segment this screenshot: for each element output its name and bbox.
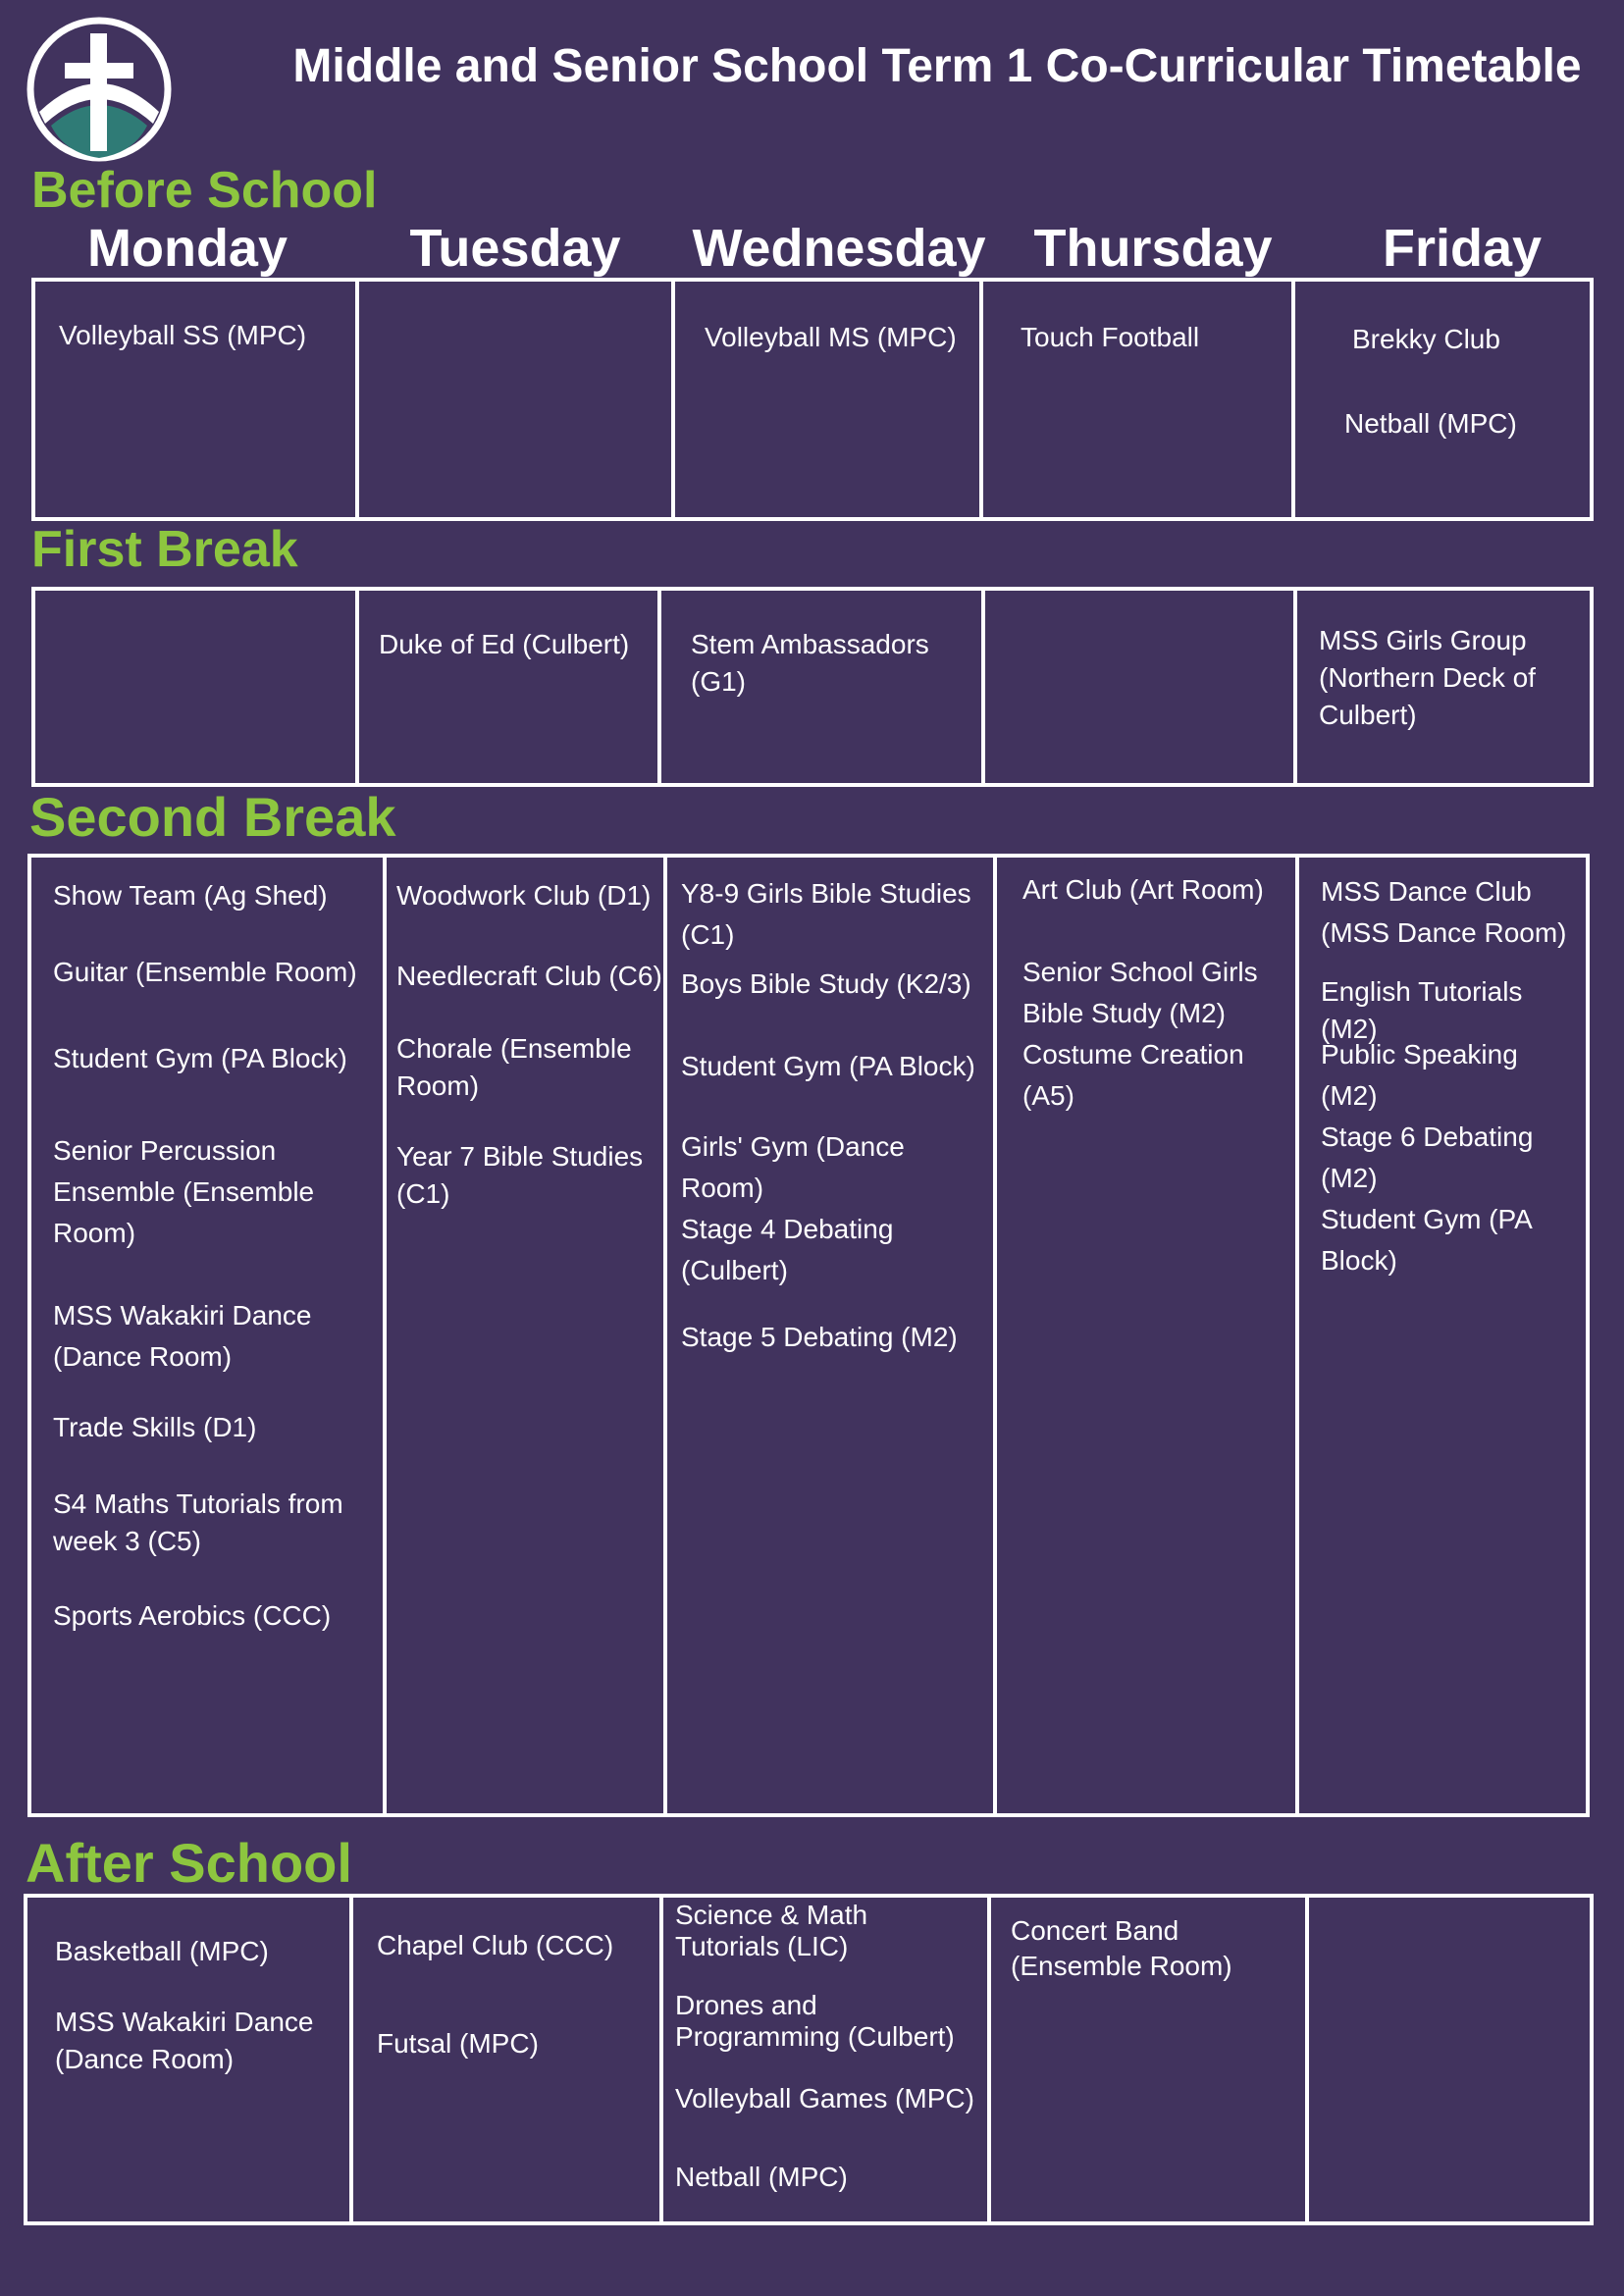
after-school-grid: [24, 1894, 1594, 2225]
before-school-grid: [31, 278, 1594, 521]
before-school-wednesday-cell: [675, 282, 983, 517]
after-school-thursday-cell: [991, 1898, 1309, 2221]
after-school-friday-cell: [1309, 1898, 1590, 2221]
activity-item: Netball (MPC): [675, 2162, 848, 2192]
activity-item: MSS Wakakiri Dance (Dance Room): [53, 1300, 312, 1372]
activity-item: Senior Percussion Ensemble (Ensemble Room): [53, 1135, 315, 1248]
activity-item: Netball (MPC): [1344, 408, 1517, 439]
activity-item: Art Club (Art Room): [1022, 874, 1264, 905]
activity-item: Brekky Club: [1352, 324, 1500, 354]
day-header-thursday: Thursday: [1033, 219, 1273, 278]
activity-item: Show Team (Ag Shed): [53, 880, 328, 911]
activity-item: MSS Wakakiri Dance (Dance Room): [55, 2007, 314, 2074]
activity-item: Year 7 Bible Studies (C1): [396, 1141, 644, 1209]
activity-item: Trade Skills (D1): [53, 1412, 257, 1442]
before-school-monday-cell: [35, 282, 359, 517]
section-heading-second-break: Second Break: [29, 786, 396, 848]
activity-item: Science & Math Tutorials (LIC): [675, 1900, 868, 1961]
activity-item: Stem Ambassadors (G1): [691, 629, 929, 697]
section-heading-after-school: After School: [26, 1832, 352, 1894]
activity-item: Stage 4 Debating (Culbert): [681, 1214, 894, 1285]
activity-item: Boys Bible Study (K2/3): [681, 968, 971, 999]
activity-item: Student Gym (PA Block): [681, 1051, 975, 1081]
activity-item: Senior School Girls Bible Study (M2): [1022, 957, 1258, 1028]
activity-item: Stage 5 Debating (M2): [681, 1322, 958, 1352]
first-break-tuesday-cell: [359, 591, 661, 783]
section-heading-first-break: First Break: [31, 521, 298, 578]
before-school-tuesday-cell: [359, 282, 675, 517]
activity-item: Volleyball Games (MPC): [675, 2083, 974, 2113]
activity-item: Concert Band (Ensemble Room): [1011, 1915, 1232, 1981]
activity-item: Touch Football: [1021, 322, 1200, 352]
first-break-grid: [31, 587, 1594, 787]
activity-item: Chorale (Ensemble Room): [396, 1033, 632, 1101]
second-break-tuesday-cell: [387, 858, 667, 1813]
activity-item: Woodwork Club (D1): [396, 880, 652, 911]
first-break-monday-cell: [35, 591, 359, 783]
second-break-monday-cell: [31, 858, 387, 1813]
activity-item: Student Gym (PA Block): [53, 1043, 347, 1073]
day-header-tuesday: Tuesday: [409, 219, 621, 278]
day-header-wednesday: Wednesday: [692, 219, 986, 278]
activity-item: Stage 6 Debating (M2): [1321, 1122, 1534, 1193]
activity-item: Public Speaking (M2): [1321, 1039, 1518, 1111]
day-header-friday: Friday: [1382, 219, 1543, 278]
after-school-wednesday-cell: [663, 1898, 991, 2221]
activity-item: English Tutorials (M2): [1321, 976, 1523, 1044]
activity-item: Student Gym (PA Block): [1321, 1204, 1533, 1276]
first-break-friday-cell: [1297, 591, 1590, 783]
activity-item: Futsal (MPC): [377, 2028, 539, 2059]
activity-item: Guitar (Ensemble Room): [53, 957, 357, 987]
section-heading-before-school: Before School: [31, 162, 378, 219]
before-school-thursday-cell: [983, 282, 1295, 517]
activity-item: MSS Dance Club (MSS Dance Room): [1321, 876, 1567, 948]
first-break-thursday-cell: [985, 591, 1297, 783]
activity-item: Chapel Club (CCC): [377, 1930, 614, 1960]
second-break-grid: [27, 854, 1590, 1817]
after-school-tuesday-cell: [353, 1898, 663, 2221]
activity-item: Sports Aerobics (CCC): [53, 1600, 332, 1631]
activity-item: Volleyball SS (MPC): [59, 320, 307, 350]
activity-item: Drones and Programming (Culbert): [675, 1990, 955, 2052]
activity-item: Needlecraft Club (C6): [396, 961, 662, 991]
school-logo: [26, 16, 173, 163]
cross-logo-icon: [26, 16, 173, 163]
second-break-thursday-cell: [997, 858, 1299, 1813]
first-break-wednesday-cell: [661, 591, 985, 783]
activity-item: Volleyball MS (MPC): [705, 322, 957, 352]
activity-item: Girls' Gym (Dance Room): [681, 1131, 905, 1203]
activity-item: Y8-9 Girls Bible Studies (C1): [681, 878, 971, 950]
activity-item: Costume Creation (A5): [1022, 1039, 1244, 1111]
activity-item: Basketball (MPC): [55, 1936, 269, 1966]
activity-item: MSS Girls Group (Northern Deck of Culbert): [1319, 625, 1536, 730]
page-title: Middle and Senior School Term 1 Co-Curricular Timetable: [292, 40, 1582, 92]
second-break-wednesday-cell: [667, 858, 997, 1813]
activity-item: S4 Maths Tutorials from week 3 (C5): [53, 1488, 343, 1556]
after-school-monday-cell: [27, 1898, 353, 2221]
day-header-monday: Monday: [86, 219, 288, 278]
second-break-friday-cell: [1299, 858, 1586, 1813]
before-school-friday-cell: [1295, 282, 1590, 517]
activity-item: Duke of Ed (Culbert): [379, 629, 630, 659]
